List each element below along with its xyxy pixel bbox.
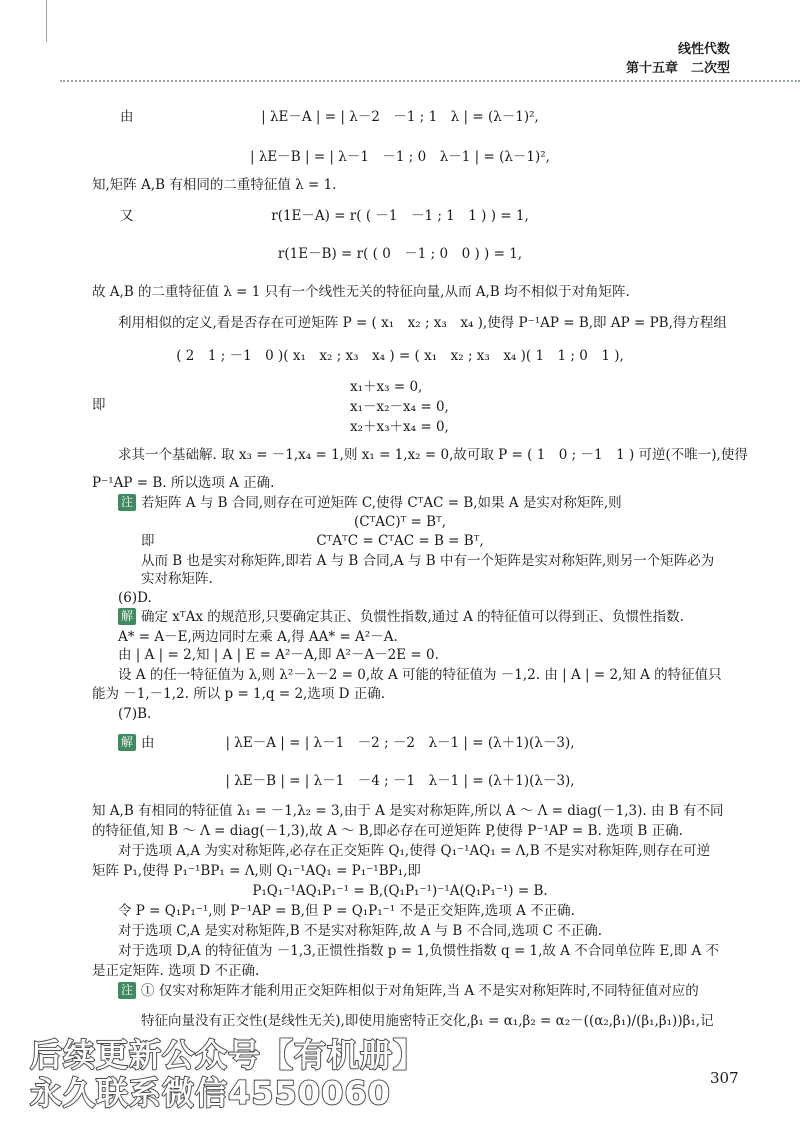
text-line: 从而 B 也是实对称矩阵,即若 A 与 B 合同,A 与 B 中有一个矩阵是实对称矩阵,则另一个矩阵必为 [141,553,715,569]
solution-tag: 解 [118,608,136,625]
equation: | λE－B | = | λ－1 －1 ; 0 λ－1 | = (λ－1)², [250,149,550,165]
text-line: 能为 －1,－1,2. 所以 p = 1,q = 2,选项 D 正确. [92,686,386,702]
equation: r(1E－B) = r( ( 0 －1 ; 0 0 ) ) = 1, [277,246,523,262]
text-line: 特征向量没有正交性(是线性无关),即使用施密特正交化,β₁ = α₁,β₂ = α₂－((α₂,β₁)/(β₁,β₁))β₁,记 [141,1013,714,1029]
equation: | λE－A | = | λ－2 －1 ; 1 λ | = (λ－1)², [261,109,539,125]
equation: P₁Q₁⁻¹AQ₁P₁⁻¹ = B,(Q₁P₁⁻¹)⁻¹A(Q₁P₁⁻¹) = B. [252,883,548,899]
page-number: 307 [710,1069,739,1087]
text-line: 确定 xᵀAx 的规范形,只要确定其正、负惯性指数,通过 A 的特征值可以得到正、负惯性指数. [141,609,684,625]
text-line: A* = A－E,两边同时左乘 A,得 AA* = A²－A. [118,629,398,645]
text-line: 对于选项 A,A 为实对称矩阵,必存在正交矩阵 Q₁,使得 Q₁⁻¹AQ₁ = Λ,B 不是实对称矩阵,则存在可逆 [118,843,711,859]
margin-rule [46,0,47,42]
note-tag: 注 [118,494,136,511]
watermark-line-2: 永久联系微信4550060 [30,1074,391,1112]
equation-system: x₁＋x₃ = 0, [350,379,423,395]
answer-label: (7)B. [118,706,152,722]
text-line: 的特征值,知 B ～ Λ = diag(－1,3),故 A ～ B,即必存在可逆矩阵 P,使得 P⁻¹AP = B. 选项 B 正确. [92,823,683,839]
text-line: ① 仅实对称矩阵才能利用正交矩阵相似于对角矩阵,当 A 不是实对称矩阵时,不同特征值对应的 [141,983,699,999]
watermark-line-1: 后续更新公众号【有机册】 [30,1036,427,1074]
equation: ( 2 1 ; －1 0 )( x₁ x₂ ; x₃ x₄ ) = ( x₁ x₂ ; x₃ x₄ )( 1 1 ; 0 1 ), [176,348,624,364]
text-line: 实对称矩阵. [141,571,213,587]
text-line: 知 A,B 有相同的特征值 λ₁ = －1,λ₂ = 3,由于 A 是实对称矩阵,所以 A ～ Λ = diag(－1,3). 由 B 有不同 [92,803,724,819]
text-line: 矩阵 P₁,使得 P₁⁻¹BP₁ = Λ,则 Q₁⁻¹AQ₁ = P₁⁻¹BP₁,即 [92,863,421,879]
equation: CᵀAᵀC = CᵀAC = B = Bᵀ, [316,533,484,549]
equation: r(1E－A) = r( ( －1 －1 ; 1 1 ) ) = 1, [271,208,529,224]
text-line: 对于选项 C,A 是实对称矩阵,B 不是实对称矩阵,故 A 与 B 不合同,选项 C 不正确. [118,923,603,939]
note-tag: 注 [118,982,136,999]
text-line: 利用相似的定义,看是否存在可逆矩阵 P = ( x₁ x₂ ; x₃ x₄ ),使得 P⁻¹AP = B,即 AP = PB,得方程组 [118,315,727,331]
equation: (CᵀAC)ᵀ = Bᵀ, [353,514,447,530]
text-line: 由 [141,735,155,751]
text-line: 是正定矩阵. 选项 D 不正确. [92,963,260,979]
equation-system: x₁－x₂－x₄ = 0, [350,399,449,415]
text-line: P⁻¹AP = B. 所以选项 A 正确. [92,475,275,491]
text-line: 即 [141,533,155,549]
text-line: 对于选项 D,A 的特征值为 －1,3,正惯性指数 p = 1,负惯性指数 q = 1,故 A 不合同单位阵 E,即 A 不 [118,943,720,959]
equation: | λE－A | = | λ－1 －2 ; －2 λ－1 | = (λ＋1)(λ－3), [225,735,575,751]
solution-tag: 解 [118,734,136,751]
book-title: 线性代数 [677,42,730,57]
text-line: 又 [120,208,134,224]
chapter-title: 第十五章 二次型 [625,61,730,76]
equation-system: x₂＋x₃＋x₄ = 0, [350,419,449,435]
text-line: 由 [120,109,134,125]
text-line: 令 P = Q₁P₁⁻¹,则 P⁻¹AP = B,但 P = Q₁P₁⁻¹ 不是正交矩阵,选项 A 不正确. [118,903,575,919]
header-divider [60,80,800,82]
text-line: 设 A 的任一特征值为 λ,则 λ²－λ－2 = 0,故 A 可能的特征值为 －1,2. 由 | A | = 2,知 A 的特征值只 [118,667,722,683]
text-line: 故 A,B 的二重特征值 λ = 1 只有一个线性无关的特征向量,从而 A,B 均不相似于对角矩阵. [92,284,630,300]
text-line: 求其一个基础解. 取 x₃ = －1,x₄ = 1,则 x₁ = 1,x₂ = 0,故可取 P = ( 1 0 ; －1 1 ) 可逆(不唯一),使得 [118,447,748,463]
text-line: 若矩阵 A 与 B 合同,则存在可逆矩阵 C,使得 CᵀAC = B,如果 A 是实对称矩阵,则 [141,495,622,511]
text-line: 知,矩阵 A,B 有相同的二重特征值 λ = 1. [92,177,337,193]
answer-label: (6)D. [118,590,152,606]
equation: | λE－B | = | λ－1 －4 ; －1 λ－1 | = (λ＋1)(λ－3), [225,773,575,789]
text-line: 即 [92,397,106,413]
text-line: 由 | A | = 2,知 | A | E = A²－A,即 A²－A－2E = 0. [118,647,439,663]
